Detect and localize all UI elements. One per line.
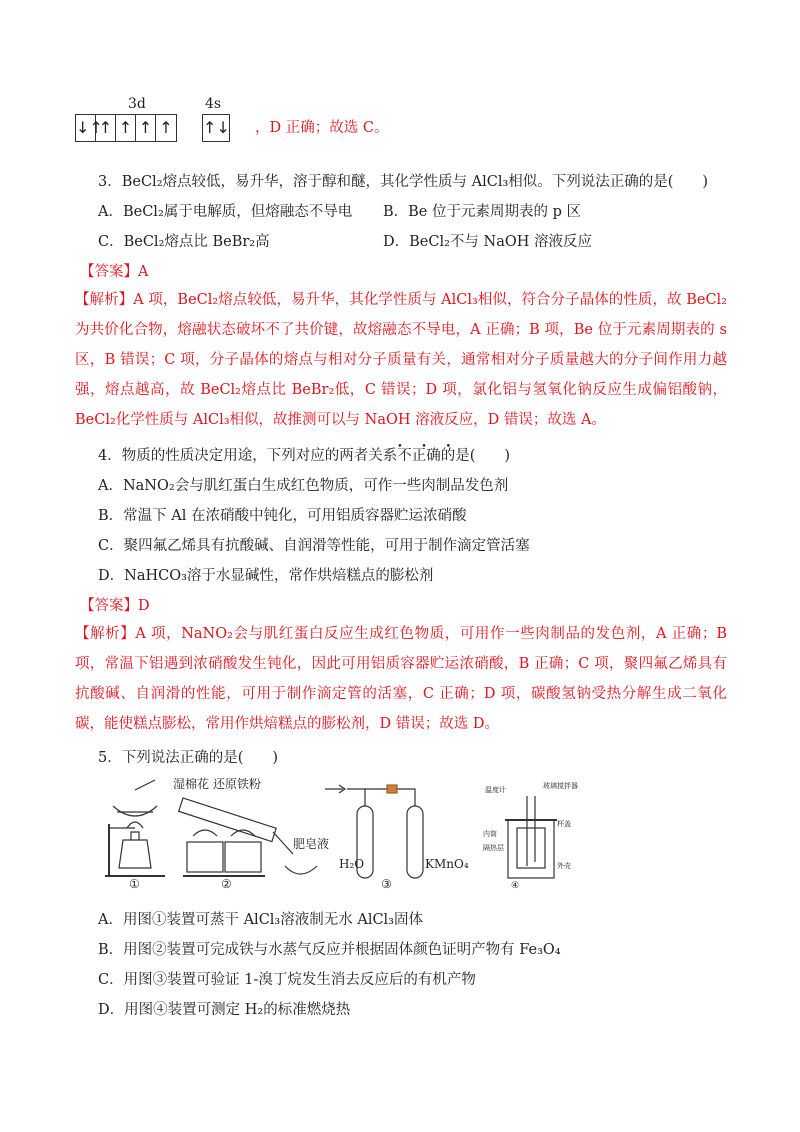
q3-answer: 【答案】A <box>80 264 149 280</box>
q3-option-a: A．BeCl₂属于电解质，但熔融态不导电 <box>98 204 353 220</box>
orbital-4s-box <box>202 114 230 142</box>
q3-stem: 3．BeCl₂熔点较低，易升华，溶于醇和醚，其化学性质与 AlCl₃相似。下列说法正确的是( ) <box>98 174 709 190</box>
fig4-text-insulation: 隔热层 <box>483 844 504 852</box>
q4-analysis: 【解析】A 项，NaNO₂会与肌红蛋白反应生成红色物质，可用作一些肉制品的发色剂，A 正确；B 项，常温下铝遇到浓硝酸发生钝化，因此可用铝质容器贮运浓硝酸，B 正确；C 项，聚四氟乙烯具有抗酸碱、自润滑的性能，可用于制作滴定管的活塞，C 正确；D 项，碳酸氢钠受热分解生成二氧化碳，能使糕点膨松，常用作烘焙糕点的膨松剂，D 错误；故选 D。 <box>75 626 727 732</box>
orbital-cell: ↓↑ <box>76 115 96 141</box>
fig1-text-iron: 还原铁粉 <box>213 777 262 791</box>
q4-option-b: B．常温下 Al 在浓硝酸中钝化，可用铝质容器贮运浓硝酸 <box>98 508 467 524</box>
figure-1-label: ① <box>129 877 140 891</box>
fig4-text-inner: 内筒 <box>483 830 497 838</box>
fig4-text-shell: 外壳 <box>557 862 571 870</box>
q3-option-d: D．BeCl₂不与 NaOH 溶液反应 <box>383 234 592 250</box>
fig1-text-wet-cotton: 湿棉花 <box>173 777 210 791</box>
q5-option-b: B．用图②装置可完成铁与水蒸气反应并根据固体颜色证明产物有 Fe₃O₄ <box>98 942 561 958</box>
orbital-cell: ↑ <box>159 118 173 137</box>
q4-stem-emphasis: 不正确 • • • <box>397 442 459 464</box>
q5-option-c: C．用图③装置可验证 1-溴丁烷发生消去反应后的有机产物 <box>98 972 476 988</box>
q4-stem <box>98 442 511 466</box>
orbital-cell: ↑ <box>96 115 116 141</box>
apparatus-figures <box>95 776 580 891</box>
figure-2-label: ② <box>221 877 232 891</box>
orbital-cell: ↑ <box>116 115 136 141</box>
q3-analysis: 【解析】A 项，BeCl₂熔点较低，易升华，其化学性质与 AlCl₃相似，符合分子晶体的性质，故 BeCl₂为共价化合物，熔融状态破坏不了共价键，故熔融态不导电，A 正确；B 项，Be 位于元素周期表的 s 区，B 错误；C 项，分子晶体的熔点与相对分子质量有关，通常相对分子质量越大的分子间作用力越强，熔点越高，故 BeCl₂熔点比 BeBr₂低，C 错误；D 项，氯化铝与氢氧化钠反应生成偏铝酸钠，BeCl₂化学性质与 AlCl₃相似，故推测可以与 NaOH 溶液反应，D 错误；故选 A。 <box>75 292 727 428</box>
q4-option-c: C．聚四氟乙烯具有抗酸碱、自润滑等性能，可用于制作滴定管活塞 <box>98 538 530 554</box>
figure-3-label: ③ <box>381 877 392 891</box>
q4-stem-pre: 4．物质的性质决定用途，下列对应的两者关系 <box>98 448 398 464</box>
q3-option-b: B．Be 位于元素周期表的 p 区 <box>383 204 582 220</box>
fig3-text-h2o: H₂O <box>339 857 365 871</box>
orbital-cell: ↑↓ <box>203 118 230 137</box>
q5-stem: 5．下列说法正确的是( ) <box>98 750 279 766</box>
q4-answer: 【答案】D <box>80 598 150 614</box>
label-3d: 3d <box>128 96 146 112</box>
orbital-cell: ↑ <box>136 115 156 141</box>
fig2-text-soap: 肥皂液 <box>293 837 330 851</box>
q4-option-d: D．NaHCO₃溶于水显碱性，常作烘焙糕点的膨松剂 <box>98 568 434 584</box>
orbital-tail: ，D 正确；故选 C。 <box>255 120 389 136</box>
fig3-text-kmno4: KMnO₄ <box>425 857 469 871</box>
figure-1-evaporation <box>105 780 165 876</box>
q4-stem-post: 的是( ) <box>440 448 511 464</box>
figure-4-label: ④ <box>511 881 520 891</box>
q3-option-c: C．BeCl₂熔点比 BeBr₂高 <box>98 234 270 250</box>
fig4-text-thermometer: 温度计 <box>485 786 506 794</box>
label-4s: 4s <box>205 96 222 112</box>
q5-option-a: A．用图①装置可蒸干 AlCl₃溶液制无水 AlCl₃固体 <box>98 912 423 928</box>
q5-option-d: D．用图④装置可测定 H₂的标准燃烧热 <box>98 1002 351 1018</box>
fig4-text-stirrer: 玻璃搅拌器 <box>543 782 578 790</box>
figure-4-calorimeter <box>505 796 557 878</box>
q4-option-a: A．NaNO₂会与肌红蛋白生成红色物质，可作一些肉制品发色剂 <box>98 478 509 494</box>
orbital-3d-box <box>75 114 177 142</box>
fig4-text-lid: 杯盖 <box>557 820 571 828</box>
